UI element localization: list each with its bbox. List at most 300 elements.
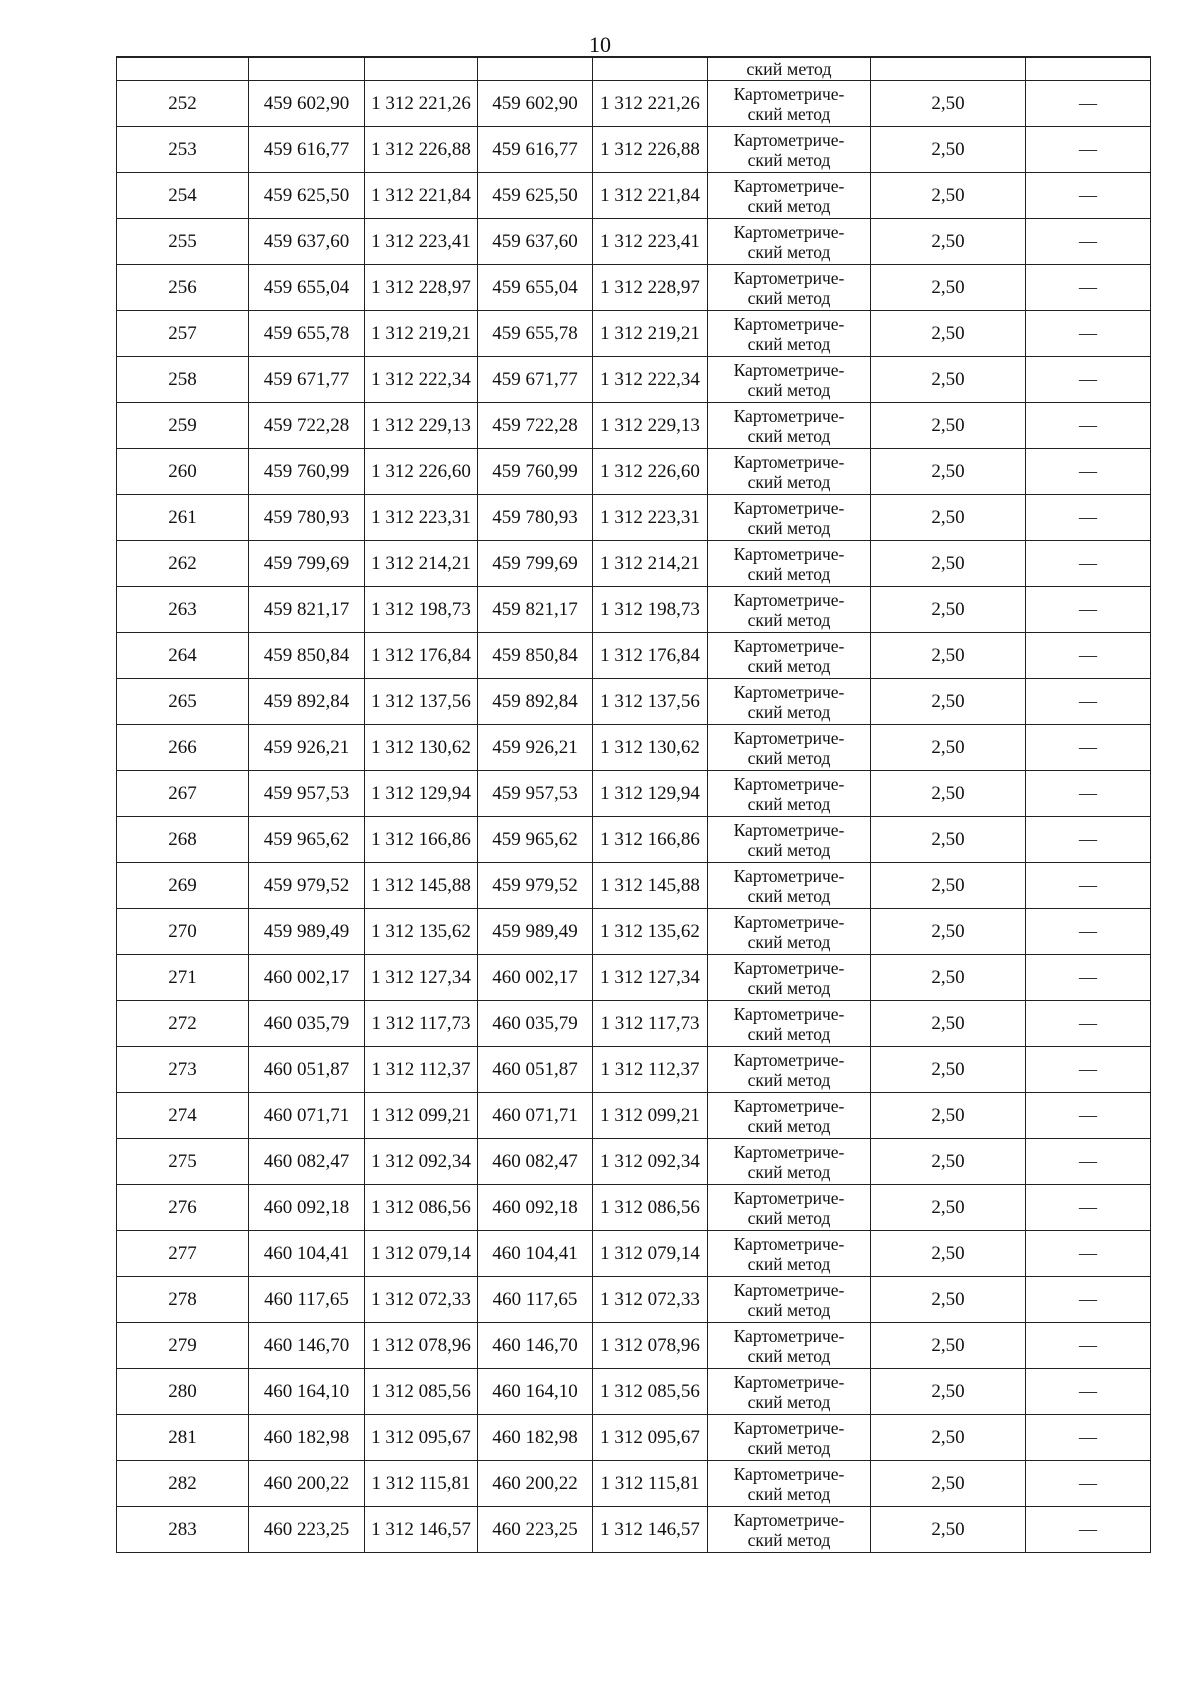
point-number-cell: 275 (117, 1139, 249, 1185)
method-cell (708, 1323, 871, 1369)
method-line-1: Картометриче- (733, 1003, 845, 1024)
accuracy-cell: 2,50 (871, 1277, 1026, 1323)
method-line-2: ский метод (747, 655, 831, 676)
table-row (117, 1047, 1151, 1093)
description-cell: — (1026, 1277, 1151, 1323)
table-row (117, 1001, 1151, 1047)
method-line-1: Картометриче- (733, 635, 845, 656)
y-coord-new-cell: 1 312 095,67 (593, 1415, 708, 1461)
method-line-1: Картометриче- (733, 221, 845, 242)
y-coord-new-cell: 1 312 086,56 (593, 1185, 708, 1231)
point-number-cell: 273 (117, 1047, 249, 1093)
method-cell (708, 1369, 871, 1415)
table-row (117, 1185, 1151, 1231)
x-coord-new-cell: 459 957,53 (478, 771, 593, 817)
x-coord-cell: 460 182,98 (249, 1415, 365, 1461)
empty-cell (593, 57, 708, 81)
method-line-2: ский метод (747, 977, 831, 998)
x-coord-cell: 460 002,17 (249, 955, 365, 1001)
method-cell (708, 587, 871, 633)
x-coord-cell: 459 989,49 (249, 909, 365, 955)
point-number-cell: 253 (117, 127, 249, 173)
x-coord-cell: 459 655,78 (249, 311, 365, 357)
point-number-cell: 258 (117, 357, 249, 403)
point-number-cell: 272 (117, 1001, 249, 1047)
accuracy-cell: 2,50 (871, 127, 1026, 173)
accuracy-cell: 2,50 (871, 1461, 1026, 1507)
accuracy-cell: 2,50 (871, 587, 1026, 633)
accuracy-cell: 2,50 (871, 311, 1026, 357)
y-coord-cell: 1 312 127,34 (365, 955, 478, 1001)
description-cell: — (1026, 1415, 1151, 1461)
y-coord-cell: 1 312 099,21 (365, 1093, 478, 1139)
method-line-2: ский метод (747, 1437, 831, 1458)
description-cell: — (1026, 449, 1151, 495)
x-coord-cell: 459 616,77 (249, 127, 365, 173)
x-coord-cell: 460 146,70 (249, 1323, 365, 1369)
x-coord-new-cell: 460 200,22 (478, 1461, 593, 1507)
point-number-cell: 256 (117, 265, 249, 311)
y-coord-new-cell: 1 312 223,31 (593, 495, 708, 541)
method-line-1: Картометриче- (733, 1233, 845, 1254)
accuracy-cell: 2,50 (871, 863, 1026, 909)
method-line-2: ский метод (747, 425, 831, 446)
table-body (117, 57, 1151, 1553)
y-coord-cell: 1 312 219,21 (365, 311, 478, 357)
x-coord-new-cell: 459 655,78 (478, 311, 593, 357)
description-cell: — (1026, 725, 1151, 771)
empty-cell (871, 57, 1026, 81)
y-coord-new-cell: 1 312 085,56 (593, 1369, 708, 1415)
method-line-1: Картометриче- (733, 1187, 845, 1208)
method-line-2: ский метод (747, 517, 831, 538)
point-number-cell: 259 (117, 403, 249, 449)
method-line-2: ский метод (747, 1115, 831, 1136)
y-coord-cell: 1 312 228,97 (365, 265, 478, 311)
accuracy-cell: 2,50 (871, 81, 1026, 127)
accuracy-cell: 2,50 (871, 679, 1026, 725)
table-row (117, 127, 1151, 173)
method-line-2: ский метод (747, 1207, 831, 1228)
table-row (117, 909, 1151, 955)
y-coord-new-cell: 1 312 145,88 (593, 863, 708, 909)
y-coord-new-cell: 1 312 228,97 (593, 265, 708, 311)
table-row (117, 1507, 1151, 1553)
x-coord-cell: 459 926,21 (249, 725, 365, 771)
method-line-1: Картометриче- (733, 1279, 845, 1300)
y-coord-new-cell: 1 312 137,56 (593, 679, 708, 725)
y-coord-cell: 1 312 176,84 (365, 633, 478, 679)
table-row (117, 587, 1151, 633)
table-row (117, 1231, 1151, 1277)
point-number-cell: 252 (117, 81, 249, 127)
y-coord-cell: 1 312 092,34 (365, 1139, 478, 1185)
x-coord-cell: 459 625,50 (249, 173, 365, 219)
y-coord-cell: 1 312 146,57 (365, 1507, 478, 1553)
accuracy-cell: 2,50 (871, 1507, 1026, 1553)
method-cell (708, 173, 871, 219)
x-coord-cell: 459 965,62 (249, 817, 365, 863)
y-coord-new-cell: 1 312 166,86 (593, 817, 708, 863)
y-coord-new-cell: 1 312 176,84 (593, 633, 708, 679)
description-cell: — (1026, 403, 1151, 449)
method-line-2: ский метод (747, 149, 831, 170)
accuracy-cell: 2,50 (871, 1139, 1026, 1185)
accuracy-cell: 2,50 (871, 265, 1026, 311)
point-number-cell: 271 (117, 955, 249, 1001)
method-line-1: Картометриче- (733, 175, 845, 196)
y-coord-cell: 1 312 222,34 (365, 357, 478, 403)
table-row (117, 311, 1151, 357)
accuracy-cell: 2,50 (871, 449, 1026, 495)
y-coord-new-cell: 1 312 222,34 (593, 357, 708, 403)
y-coord-cell: 1 312 198,73 (365, 587, 478, 633)
method-cell (708, 1461, 871, 1507)
method-cell (708, 81, 871, 127)
x-coord-new-cell: 459 780,93 (478, 495, 593, 541)
method-cell (708, 449, 871, 495)
y-coord-new-cell: 1 312 072,33 (593, 1277, 708, 1323)
table-row (117, 817, 1151, 863)
x-coord-new-cell: 460 182,98 (478, 1415, 593, 1461)
point-number-cell: 274 (117, 1093, 249, 1139)
method-cell (708, 1185, 871, 1231)
x-coord-cell: 459 799,69 (249, 541, 365, 587)
method-cell (708, 219, 871, 265)
method-line-1: Картометриче- (733, 1095, 845, 1116)
table-row (117, 1323, 1151, 1369)
accuracy-cell: 2,50 (871, 357, 1026, 403)
accuracy-cell: 2,50 (871, 1001, 1026, 1047)
x-coord-new-cell: 459 799,69 (478, 541, 593, 587)
description-cell: — (1026, 1001, 1151, 1047)
x-coord-cell: 459 602,90 (249, 81, 365, 127)
table-row (117, 265, 1151, 311)
table-row (117, 1277, 1151, 1323)
method-line-1: Картометриче- (733, 543, 845, 564)
method-line-1: Картометриче- (733, 1049, 845, 1070)
x-coord-new-cell: 459 989,49 (478, 909, 593, 955)
method-line-2: ский метод (747, 1529, 831, 1550)
method-cell (708, 1047, 871, 1093)
method-line-1: Картометриче- (733, 911, 845, 932)
y-coord-new-cell: 1 312 219,21 (593, 311, 708, 357)
x-coord-new-cell: 460 117,65 (478, 1277, 593, 1323)
x-coord-new-cell: 459 722,28 (478, 403, 593, 449)
table-row (117, 357, 1151, 403)
description-cell: — (1026, 1047, 1151, 1093)
method-line-1: Картометриче- (733, 681, 845, 702)
description-cell: — (1026, 541, 1151, 587)
table-row (117, 1139, 1151, 1185)
point-number-cell: 263 (117, 587, 249, 633)
y-coord-new-cell: 1 312 117,73 (593, 1001, 708, 1047)
method-line-1: Картометриче- (733, 359, 845, 380)
description-cell: — (1026, 1323, 1151, 1369)
method-cell (708, 311, 871, 357)
y-coord-new-cell: 1 312 079,14 (593, 1231, 708, 1277)
method-cell (708, 863, 871, 909)
description-cell: — (1026, 127, 1151, 173)
accuracy-cell: 2,50 (871, 495, 1026, 541)
point-number-cell: 261 (117, 495, 249, 541)
table-row (117, 725, 1151, 771)
point-number-cell: 268 (117, 817, 249, 863)
method-line-1: Картометриче- (733, 1463, 845, 1484)
accuracy-cell: 2,50 (871, 1369, 1026, 1415)
description-cell: — (1026, 955, 1151, 1001)
description-cell: — (1026, 1231, 1151, 1277)
x-coord-cell: 460 035,79 (249, 1001, 365, 1047)
point-number-cell: 255 (117, 219, 249, 265)
y-coord-new-cell: 1 312 127,34 (593, 955, 708, 1001)
method-line-1: Картометриче- (733, 129, 845, 150)
method-cell (708, 265, 871, 311)
method-line-2: ский метод (747, 1023, 831, 1044)
x-coord-new-cell: 459 760,99 (478, 449, 593, 495)
point-number-cell: 277 (117, 1231, 249, 1277)
y-coord-new-cell: 1 312 226,60 (593, 449, 708, 495)
y-coord-new-cell: 1 312 135,62 (593, 909, 708, 955)
point-number-cell: 280 (117, 1369, 249, 1415)
description-cell: — (1026, 219, 1151, 265)
point-number-cell: 262 (117, 541, 249, 587)
y-coord-cell: 1 312 166,86 (365, 817, 478, 863)
table-row (117, 679, 1151, 725)
x-coord-cell: 459 760,99 (249, 449, 365, 495)
x-coord-new-cell: 459 625,50 (478, 173, 593, 219)
x-coord-cell: 459 821,17 (249, 587, 365, 633)
x-coord-new-cell: 459 637,60 (478, 219, 593, 265)
method-line-2: ский метод (747, 563, 831, 584)
accuracy-cell: 2,50 (871, 909, 1026, 955)
method-cell (708, 1093, 871, 1139)
method-cell (708, 633, 871, 679)
y-coord-cell: 1 312 086,56 (365, 1185, 478, 1231)
point-number-cell: 264 (117, 633, 249, 679)
method-line-1: Картометриче- (733, 497, 845, 518)
method-line-2: ский метод (747, 931, 831, 952)
description-cell: — (1026, 771, 1151, 817)
x-coord-cell: 460 051,87 (249, 1047, 365, 1093)
method-line-1: Картометриче- (733, 1371, 845, 1392)
description-cell: — (1026, 1139, 1151, 1185)
accuracy-cell: 2,50 (871, 1185, 1026, 1231)
y-coord-cell: 1 312 223,41 (365, 219, 478, 265)
x-coord-cell: 459 957,53 (249, 771, 365, 817)
method-cell (708, 955, 871, 1001)
accuracy-cell: 2,50 (871, 541, 1026, 587)
empty-cell (249, 57, 365, 81)
accuracy-cell: 2,50 (871, 955, 1026, 1001)
method-line-1: Картометриче- (733, 267, 845, 288)
x-coord-new-cell: 459 965,62 (478, 817, 593, 863)
method-line-2: ский метод (747, 471, 831, 492)
method-line-2: ский метод (747, 103, 831, 124)
method-line-2: ский метод (747, 379, 831, 400)
x-coord-cell: 459 671,77 (249, 357, 365, 403)
description-cell: — (1026, 817, 1151, 863)
point-number-cell: 270 (117, 909, 249, 955)
x-coord-cell: 460 223,25 (249, 1507, 365, 1553)
accuracy-cell: 2,50 (871, 219, 1026, 265)
table-row (117, 633, 1151, 679)
x-coord-new-cell: 459 616,77 (478, 127, 593, 173)
y-coord-new-cell: 1 312 221,84 (593, 173, 708, 219)
empty-cell (1026, 57, 1151, 81)
method-line-2: ский метод (747, 839, 831, 860)
method-line-2: ский метод (747, 701, 831, 722)
x-coord-new-cell: 460 223,25 (478, 1507, 593, 1553)
x-coord-cell: 460 117,65 (249, 1277, 365, 1323)
method-cell (708, 1001, 871, 1047)
y-coord-cell: 1 312 145,88 (365, 863, 478, 909)
y-coord-new-cell: 1 312 198,73 (593, 587, 708, 633)
description-cell: — (1026, 311, 1151, 357)
point-number-cell: 282 (117, 1461, 249, 1507)
x-coord-cell: 459 722,28 (249, 403, 365, 449)
method-line-2: ский метод (747, 609, 831, 630)
method-cell (708, 817, 871, 863)
accuracy-cell: 2,50 (871, 771, 1026, 817)
point-number-cell: 269 (117, 863, 249, 909)
description-cell: — (1026, 173, 1151, 219)
method-line-2: ский метод (747, 1069, 831, 1090)
method-cell (708, 1507, 871, 1553)
empty-cell (117, 57, 249, 81)
y-coord-new-cell: 1 312 092,34 (593, 1139, 708, 1185)
point-number-cell: 278 (117, 1277, 249, 1323)
description-cell: — (1026, 1461, 1151, 1507)
x-coord-new-cell: 460 164,10 (478, 1369, 593, 1415)
y-coord-cell: 1 312 079,14 (365, 1231, 478, 1277)
table-row (117, 1369, 1151, 1415)
table-row (117, 81, 1151, 127)
method-line-2: ский метод (747, 747, 831, 768)
accuracy-cell: 2,50 (871, 817, 1026, 863)
y-coord-new-cell: 1 312 129,94 (593, 771, 708, 817)
x-coord-cell: 459 850,84 (249, 633, 365, 679)
x-coord-cell: 460 092,18 (249, 1185, 365, 1231)
coordinates-table (116, 56, 1151, 1553)
description-cell: — (1026, 1185, 1151, 1231)
accuracy-cell: 2,50 (871, 1323, 1026, 1369)
x-coord-new-cell: 459 655,04 (478, 265, 593, 311)
y-coord-cell: 1 312 117,73 (365, 1001, 478, 1047)
point-number-cell: 283 (117, 1507, 249, 1553)
table-row (117, 863, 1151, 909)
method-line-2: ский метод (747, 885, 831, 906)
y-coord-cell: 1 312 226,60 (365, 449, 478, 495)
x-coord-new-cell: 460 002,17 (478, 955, 593, 1001)
method-line-1: Картометриче- (733, 313, 845, 334)
y-coord-cell: 1 312 137,56 (365, 679, 478, 725)
method-line-1: Картометриче- (733, 451, 845, 472)
description-cell: — (1026, 909, 1151, 955)
method-cell (708, 1231, 871, 1277)
point-number-cell: 267 (117, 771, 249, 817)
x-coord-new-cell: 460 104,41 (478, 1231, 593, 1277)
method-line-1: Картометриче- (733, 1417, 845, 1438)
accuracy-cell: 2,50 (871, 1047, 1026, 1093)
description-cell: — (1026, 495, 1151, 541)
x-coord-new-cell: 460 082,47 (478, 1139, 593, 1185)
empty-cell (478, 57, 593, 81)
description-cell: — (1026, 1507, 1151, 1553)
x-coord-cell: 460 071,71 (249, 1093, 365, 1139)
description-cell: — (1026, 679, 1151, 725)
method-line-2: ский метод (747, 287, 831, 308)
method-line-1: Картометриче- (733, 1509, 845, 1530)
y-coord-new-cell: 1 312 214,21 (593, 541, 708, 587)
description-cell: — (1026, 81, 1151, 127)
x-coord-new-cell: 460 035,79 (478, 1001, 593, 1047)
point-number-cell: 276 (117, 1185, 249, 1231)
y-coord-cell: 1 312 112,37 (365, 1047, 478, 1093)
method-line-1: Картометриче- (733, 405, 845, 426)
x-coord-new-cell: 459 926,21 (478, 725, 593, 771)
accuracy-cell: 2,50 (871, 633, 1026, 679)
y-coord-cell: 1 312 229,13 (365, 403, 478, 449)
accuracy-cell: 2,50 (871, 725, 1026, 771)
y-coord-new-cell: 1 312 146,57 (593, 1507, 708, 1553)
x-coord-cell: 459 979,52 (249, 863, 365, 909)
description-cell: — (1026, 863, 1151, 909)
point-number-cell: 281 (117, 1415, 249, 1461)
y-coord-cell: 1 312 078,96 (365, 1323, 478, 1369)
table-row (117, 541, 1151, 587)
point-number-cell: 254 (117, 173, 249, 219)
x-coord-new-cell: 460 071,71 (478, 1093, 593, 1139)
y-coord-cell: 1 312 095,67 (365, 1415, 478, 1461)
method-cell (708, 403, 871, 449)
x-coord-new-cell: 459 979,52 (478, 863, 593, 909)
y-coord-new-cell: 1 312 078,96 (593, 1323, 708, 1369)
x-coord-new-cell: 460 092,18 (478, 1185, 593, 1231)
method-line-1: Картометриче- (733, 1325, 845, 1346)
method-line-1: Картометриче- (733, 589, 845, 610)
description-cell: — (1026, 633, 1151, 679)
method-cell (708, 1415, 871, 1461)
x-coord-cell: 459 637,60 (249, 219, 365, 265)
y-coord-cell: 1 312 129,94 (365, 771, 478, 817)
table-row (117, 1093, 1151, 1139)
y-coord-cell: 1 312 221,26 (365, 81, 478, 127)
y-coord-cell: 1 312 072,33 (365, 1277, 478, 1323)
x-coord-new-cell: 459 671,77 (478, 357, 593, 403)
table-row (117, 219, 1151, 265)
method-line-1: Картометриче- (733, 83, 845, 104)
y-coord-cell: 1 312 221,84 (365, 173, 478, 219)
y-coord-cell: 1 312 085,56 (365, 1369, 478, 1415)
table-row (117, 495, 1151, 541)
point-number-cell: 257 (117, 311, 249, 357)
x-coord-cell: 459 892,84 (249, 679, 365, 725)
table-continuation-row (117, 57, 1151, 81)
method-line-1: Картометриче- (733, 957, 845, 978)
method-line-2: ский метод (747, 793, 831, 814)
y-coord-cell: 1 312 214,21 (365, 541, 478, 587)
method-line-1: Картометриче- (733, 1141, 845, 1162)
y-coord-cell: 1 312 130,62 (365, 725, 478, 771)
description-cell: — (1026, 587, 1151, 633)
x-coord-new-cell: 459 821,17 (478, 587, 593, 633)
method-cell (708, 725, 871, 771)
x-coord-cell: 460 164,10 (249, 1369, 365, 1415)
method-line-1: Картометриче- (733, 727, 845, 748)
method-line-2: ский метод (747, 241, 831, 262)
page-number: 10 (589, 32, 611, 57)
